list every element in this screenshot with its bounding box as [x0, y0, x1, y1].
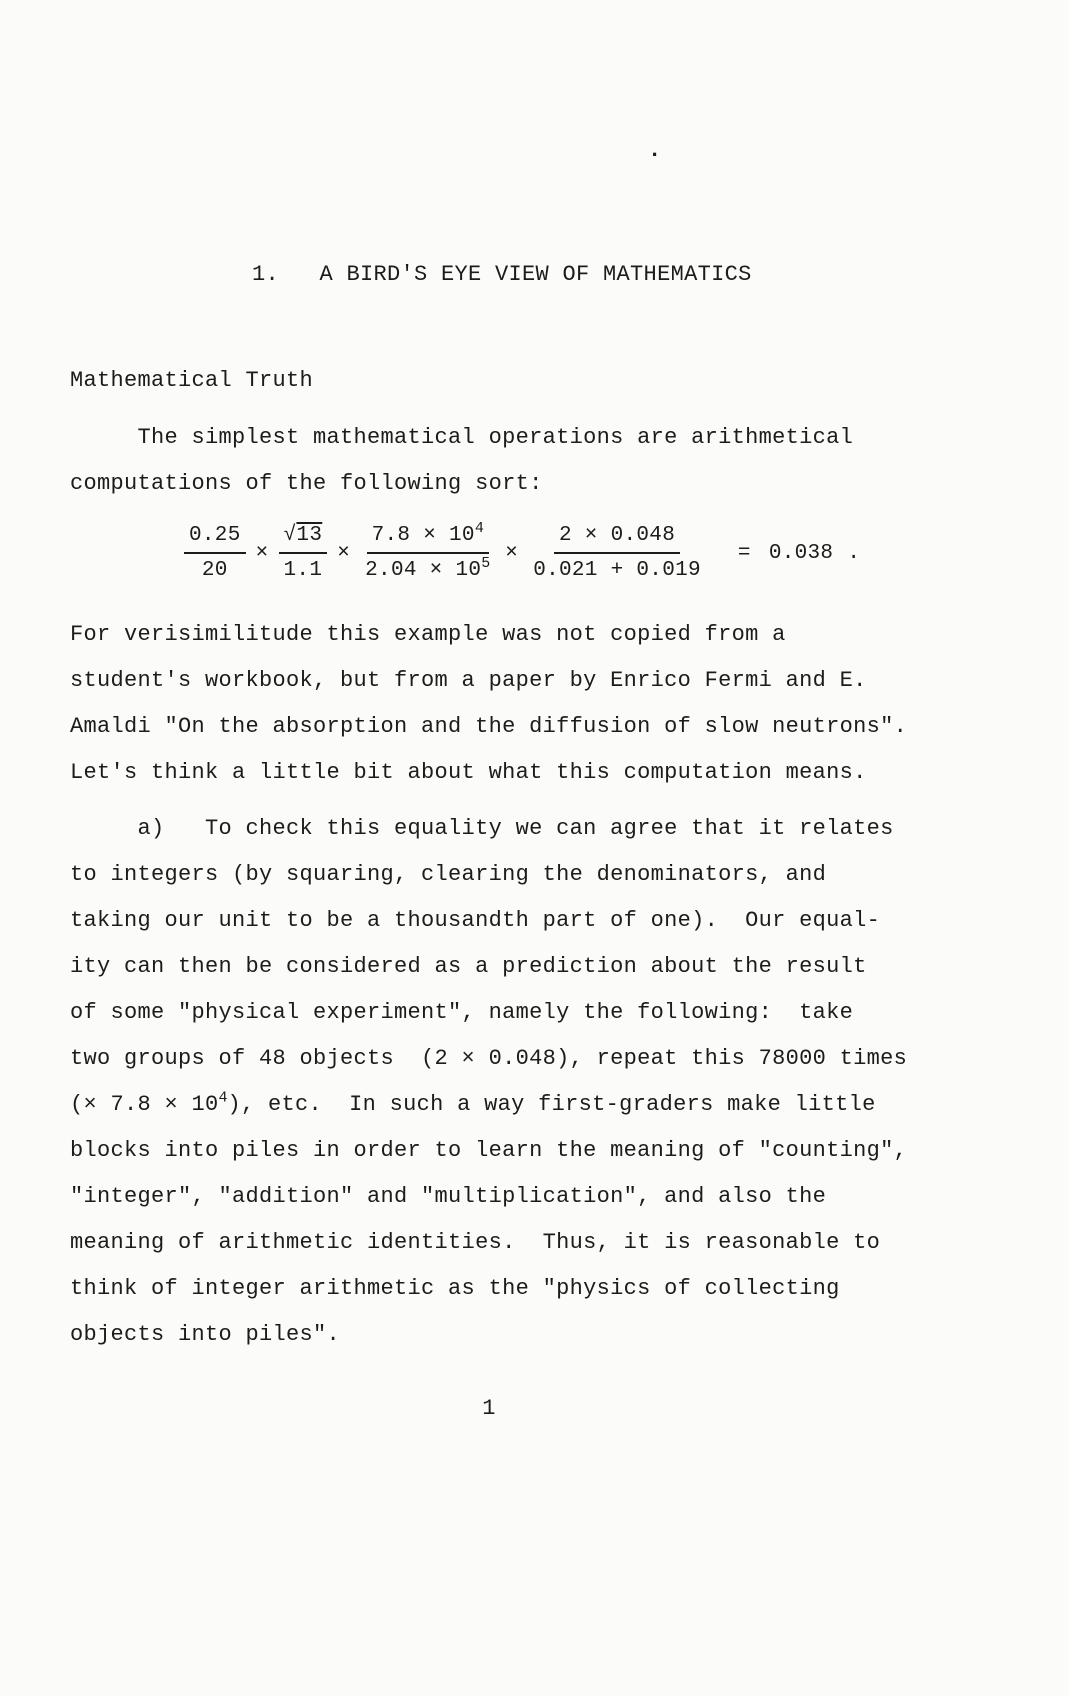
fraction-3 [360, 519, 495, 584]
text-line: think of integer arithmetic as the "physics of collecting [70, 1276, 840, 1301]
paragraph-verisimilitude [70, 612, 907, 796]
paragraph-item-a [70, 806, 907, 1358]
fraction-denominator: 20 [201, 558, 228, 582]
text-line: Let's think a little bit about what this computation means. [70, 760, 867, 785]
text-line: a) To check this equality we can agree that it relates [70, 816, 894, 841]
exponent: 4 [474, 519, 484, 537]
exponent: 4 [218, 1089, 228, 1107]
fraction-denominator: $2.04 \times 10^5$ [365, 554, 491, 582]
fraction-numerator [279, 523, 328, 554]
text-line: taking our unit to be a thousandth part of one). Our equal- [70, 908, 881, 933]
fraction-2 [279, 523, 328, 584]
fraction-denominator: 0.021 + 0.019 [533, 558, 701, 582]
text-line: For verisimilitude this example was not copied from a [70, 622, 786, 647]
text-line: "integer", "addition" and "multiplication", and also the [70, 1184, 827, 1209]
fraction-numerator: $7.8 \times 10^4$ [367, 523, 489, 554]
section-heading: Mathematical Truth [70, 368, 314, 393]
text-line: to integers (by squaring, clearing the denominators, and [70, 862, 827, 887]
equals-sign: = [737, 541, 751, 565]
radicand: 13 [296, 523, 323, 547]
text-line: computations of the following sort: [70, 471, 543, 496]
chapter-title: 1. A BIRD'S EYE VIEW OF MATHEMATICS [252, 262, 752, 287]
formula-result: 0.038 [768, 541, 834, 565]
text-line: student's workbook, but from a paper by Enrico Fermi and E. [70, 668, 867, 693]
fraction-numerator: 0.25 [184, 523, 246, 554]
multiply-sign: × [255, 541, 269, 565]
text-line: The simplest mathematical operations are arithmetical [70, 425, 854, 450]
fraction-denominator: 1.1 [283, 558, 323, 582]
exponent: 5 [481, 554, 491, 572]
text-line: Amaldi "On the absorption and the diffusion of slow neutrons". [70, 714, 908, 739]
text-line: two groups of 48 objects (2 × 0.048), repeat this 78000 times [70, 1046, 908, 1071]
formula-period: . [847, 541, 861, 565]
math-formula [178, 505, 860, 601]
radical-sign: √ [283, 523, 297, 547]
fraction-1 [184, 523, 246, 584]
text-line: blocks into piles in order to learn the meaning of "counting", [70, 1138, 908, 1163]
stray-ink-mark: . [648, 138, 662, 163]
multiply-sign: × [337, 541, 351, 565]
fraction-4 [528, 523, 706, 584]
multiply-sign: × [505, 541, 519, 565]
page-number: 1 [482, 1396, 496, 1421]
text-line: of some "physical experiment", namely the following: take [70, 1000, 854, 1025]
text-line: meaning of arithmetic identities. Thus, it is reasonable to [70, 1230, 881, 1255]
text-line: objects into piles". [70, 1322, 341, 1347]
text-line: ity can then be considered as a prediction about the result [70, 954, 867, 979]
fraction-numerator: 2 × 0.048 [554, 523, 680, 554]
text-line-with-exponent: (× $7.8 \times 10^4$), etc. In such a way first-graders make little [70, 1089, 876, 1117]
paragraph-intro [70, 415, 853, 507]
